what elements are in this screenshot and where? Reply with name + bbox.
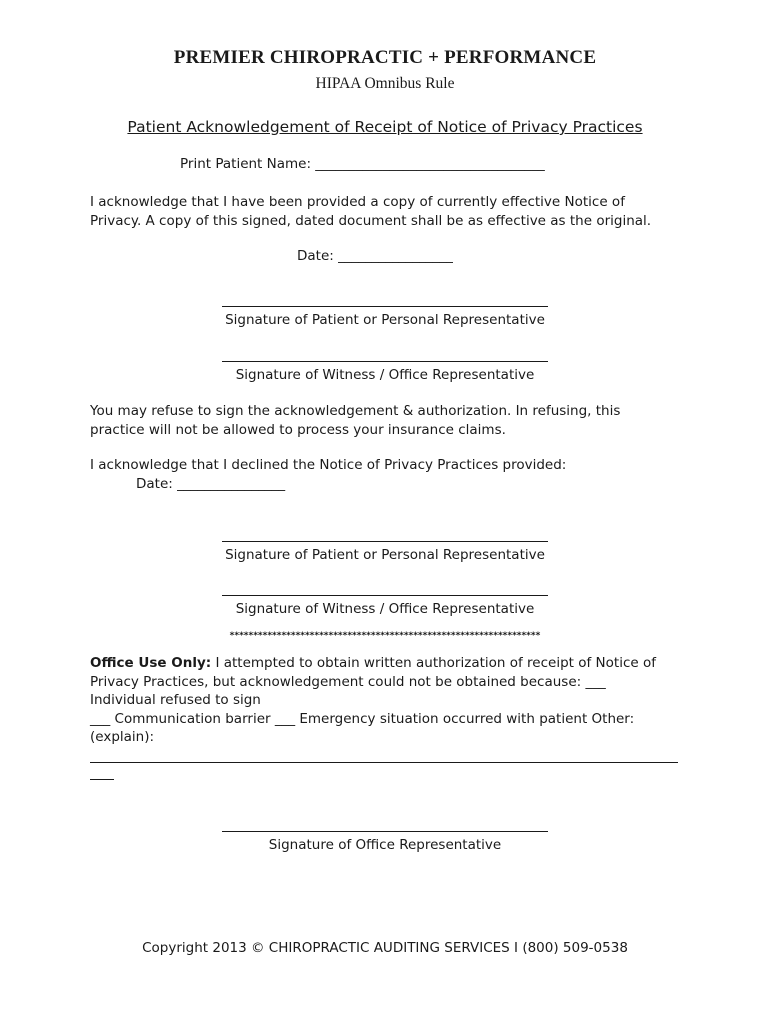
office-signature-line[interactable] — [222, 831, 548, 832]
office-use-label: Office Use Only: — [90, 655, 212, 671]
practice-title: PREMIER CHIROPRACTIC + PERFORMANCE — [173, 47, 597, 68]
decline-patient-signature-line[interactable] — [222, 541, 548, 542]
refusal-notice: You may refuse to sign the acknowledgement & authorization. In refusing, this practice will not be allowed to process your insurance claims. — [90, 403, 621, 438]
copyright-footer: Copyright 2013 © CHIROPRACTIC AUDITING SERVICES I (800) 509-0538 — [142, 940, 628, 956]
star-divider: ****************************************************************** — [229, 631, 541, 641]
office-use-line-3: Individual refused to sign — [90, 692, 261, 708]
explain-field-line[interactable] — [90, 762, 678, 763]
decline-witness-signature-line[interactable] — [222, 595, 548, 596]
office-use-line-5: (explain): — [90, 729, 155, 745]
patient-signature-line[interactable] — [222, 306, 548, 307]
decline-date-field[interactable]: Date: ________________ — [136, 476, 286, 492]
office-use-line-4: ___ Communication barrier ___ Emergency situation occurred with patient Other: — [90, 710, 635, 727]
office-use-line-1: I attempted to obtain written authorization of receipt of Notice of — [211, 655, 656, 671]
receipt-acknowledgement: I acknowledge that I have been provided a copy of currently effective Notice of Privacy. A copy of this signed, dated document shall be as effective as the original. — [90, 194, 652, 229]
decline-witness-signature-label: Signature of Witness / Office Representative — [235, 601, 535, 617]
witness-signature-label: Signature of Witness / Office Representative — [235, 367, 535, 383]
decline-patient-signature-label: Signature of Patient or Personal Representative — [225, 547, 545, 563]
patient-signature-label: Signature of Patient or Personal Representative — [225, 312, 545, 328]
office-use-line-2: Privacy Practices, but acknowledgement could not be obtained because: ___ — [90, 673, 606, 690]
patient-name-field[interactable]: Print Patient Name: __________________________________ — [180, 156, 545, 172]
rule-subtitle: HIPAA Omnibus Rule — [315, 75, 455, 92]
explain-field-line-continued[interactable] — [90, 779, 114, 780]
office-use-block — [90, 654, 680, 747]
form-heading: Patient Acknowledgement of Receipt of Notice of Privacy Practices — [127, 118, 643, 136]
witness-signature-line[interactable] — [222, 361, 548, 362]
office-signature-label: Signature of Office Representative — [268, 837, 502, 853]
decline-statement: I acknowledge that I declined the Notice of Privacy Practices provided: — [90, 457, 567, 473]
receipt-date-field[interactable]: Date: _________________ — [297, 248, 453, 264]
